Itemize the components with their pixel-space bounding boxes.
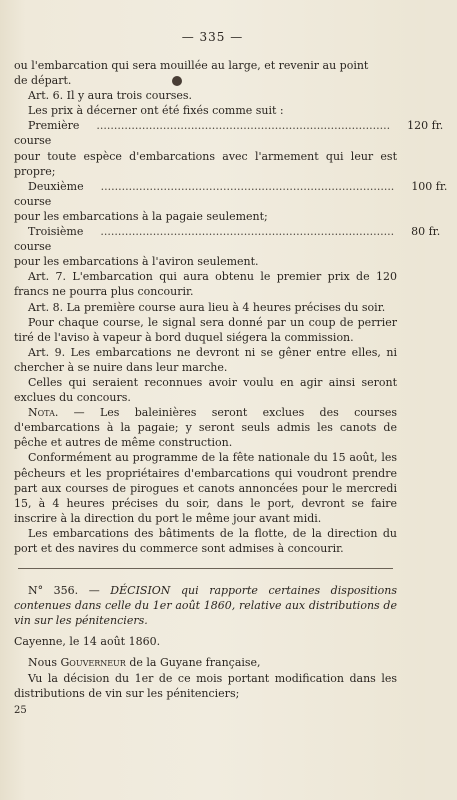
article-6: Art. 6. Il y aura trois courses.	[28, 89, 193, 103]
dateline: Cayenne, le 14 août 1860.	[14, 635, 161, 649]
prize-label: Deuxième course	[14, 179, 84, 208]
prize-note: pour les embarcations à la pagaie seulement;	[14, 209, 268, 223]
section-divider	[18, 568, 393, 569]
prize-amount: 80 fr.	[411, 225, 441, 239]
prize-row-1	[14, 118, 444, 148]
governor-suffix: de la Guyane française,	[125, 656, 261, 670]
prize-label: Troisième course	[14, 225, 84, 254]
conformement-paragraph: Conformément au programme de la fête nationale du 15 août, les pêcheurs et les propriétaires d'embarcations qui voudront prendre part aux courses de pirogues et canots annoncées pour le mercredi 15, à 4 heures précises du soir, dans le port, devront se faire inscrire à la direction du port le même jour avant midi.	[14, 451, 397, 525]
vu-paragraph: Vu la décision du 1er de ce mois portant modification dans les distributions de vin sur les pénitenciers;	[14, 671, 397, 700]
decision-number: N° 356. —	[28, 584, 111, 598]
article-7: Art. 7. L'embarcation qui aura obtenu le premier prix de 120 francs ne pourra plus concourir.	[14, 270, 397, 299]
governor-title: Gouverneur	[60, 656, 126, 670]
prize-note: pour toute espèce d'embarcations avec l'armement qui leur est propre;	[14, 149, 397, 178]
signature-number: 25	[14, 704, 27, 716]
batiments-paragraph: Les embarcations des bâtiments de la flotte, de la direction du port et des navires du commerce sont admises à concourir.	[14, 526, 397, 555]
leader-dots: ....................................................................................	[96, 119, 391, 133]
page-number: — 335 —	[181, 30, 244, 44]
leader-dots: ....................................................................................	[100, 179, 395, 193]
text-line: ou l'embarcation qui sera mouillée au large, et revenir au point	[14, 59, 369, 72]
prizes-intro: Les prix à décerner ont été fixés comme suit :	[28, 104, 284, 118]
governor-line	[14, 655, 397, 670]
decision-heading	[14, 583, 397, 628]
nota-label: Nota.	[28, 406, 59, 420]
leader-dots: ....................................................................................	[100, 225, 395, 239]
prize-label: Première course	[14, 119, 80, 148]
page-body	[14, 58, 448, 718]
governor-prefix: Nous	[28, 656, 61, 670]
nota-text: — Les baleinières seront exclues des courses d'embarcations à la pagaie; y seront seuls admis les canots de pêche et autres de même construction.	[14, 406, 397, 450]
exclusion-paragraph: Celles qui seraient reconnues avoir voulu en agir ainsi seront exclues du concours.	[14, 375, 397, 405]
article-8: Art. 8. La première course aura lieu à 4 heures précises du soir.	[28, 300, 386, 314]
text-line: de départ.	[14, 74, 72, 88]
prize-amount: 100 fr.	[411, 179, 448, 193]
nota-paragraph	[14, 405, 397, 450]
prize-amount: 120 fr.	[407, 119, 444, 133]
decision-title: DÉCISION qui rapporte certaines dispositions contenues dans celle du 1er août 1860, relative aux distributions de vin sur les pénitenciers.	[14, 584, 398, 628]
prize-row-2	[14, 179, 448, 209]
prize-note: pour les embarcations à l'aviron seulement.	[14, 255, 259, 269]
prize-row-3	[14, 224, 441, 254]
signal-paragraph: Pour chaque course, le signal sera donné par un coup de perrier tiré de l'aviso à vapeur à bord duquel siégera la commission.	[14, 315, 397, 344]
article-9: Art. 9. Les embarcations ne devront ni se gêner entre elles, ni chercher à se nuire dans leur marche.	[14, 345, 397, 374]
